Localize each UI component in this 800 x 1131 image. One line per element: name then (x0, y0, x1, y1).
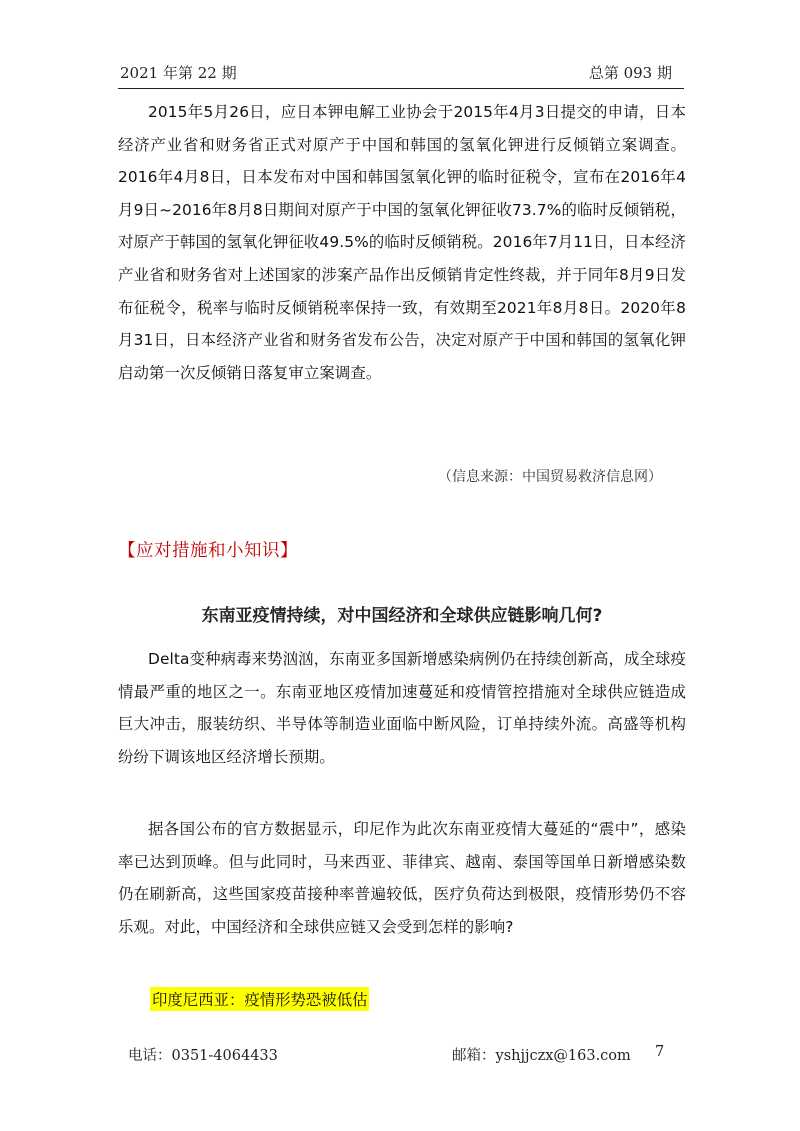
page-number: 7 (655, 1044, 665, 1060)
total-issue-number: 总第 093 期 (588, 64, 672, 82)
source-citation: （信息来源：中国贸易救济信息网） (438, 469, 662, 485)
highlighted-subheading: 印度尼西亚：疫情形势恐被低估 (150, 987, 369, 1011)
article-title: 东南亚疫情持续，对中国经济和全球供应链影响几何? (201, 606, 603, 626)
paragraph-antidumping: 2015年5月26日，应日本钾电解工业协会于2015年4月3日提交的申请，日本经济产业省和财务省正式对原产于中国和韩国的氢氧化钾进行反倾销立案调查。2016年4月8日，日本发布对中国和韩国氢氧化钾的临时征税令，宣布在2016年4月9日~2016年8月8日期间对原产于中国的氢氧化钾征收73.7%的临时反倾销税，对原产于韩国的氢氧化钾征收49.5%的临时反倾销税。2016年7月11日，日本经济产业省和财务省对上述国家的涉案产品作出反倾销肯定性终裁，并于同年8月9日发布征税令，税率与临时反倾销税率保持一致，有效期至2021年8月8日。2020年8月31日，日本经济产业省和财务省发布公告，决定对原产于中国和韩国的氢氧化钾启动第一次反倾销日落复审立案调查。 (118, 103, 686, 382)
issue-number: 2021 年第 22 期 (120, 64, 237, 82)
page-header (118, 60, 684, 89)
paragraph-official-data: 据各国公布的官方数据显示，印尼作为此次东南亚疫情大蔓延的“震中”，感染率已达到顶峰。但与此同时，马来西亚、菲律宾、越南、泰国等国单日新增感染数仍在刷新高，这些国家疫苗接种率普遍较低，医疗负荷达到极限，疫情形势仍不容乐观。对此，中国经济和全球供应链又会受到怎样的影响? (118, 820, 686, 936)
paragraph-delta-intro: Delta变种病毒来势汹汹，东南亚多国新增感染病例仍在持续创新高，成全球疫情最严重的地区之一。东南亚地区疫情加速蔓延和疫情管控措施对全球供应链造成巨大冲击，服装纺织、半导体等制造业面临中断风险，订单持续外流。高盛等机构纷纷下调该地区经济增长预期。 (118, 650, 686, 766)
footer-phone: 电话：0351-4064433 (128, 1048, 278, 1064)
footer-email: 邮箱：yshjjczx@163.com (452, 1048, 631, 1064)
section-heading: 【应对措施和小知识】 (118, 541, 298, 561)
